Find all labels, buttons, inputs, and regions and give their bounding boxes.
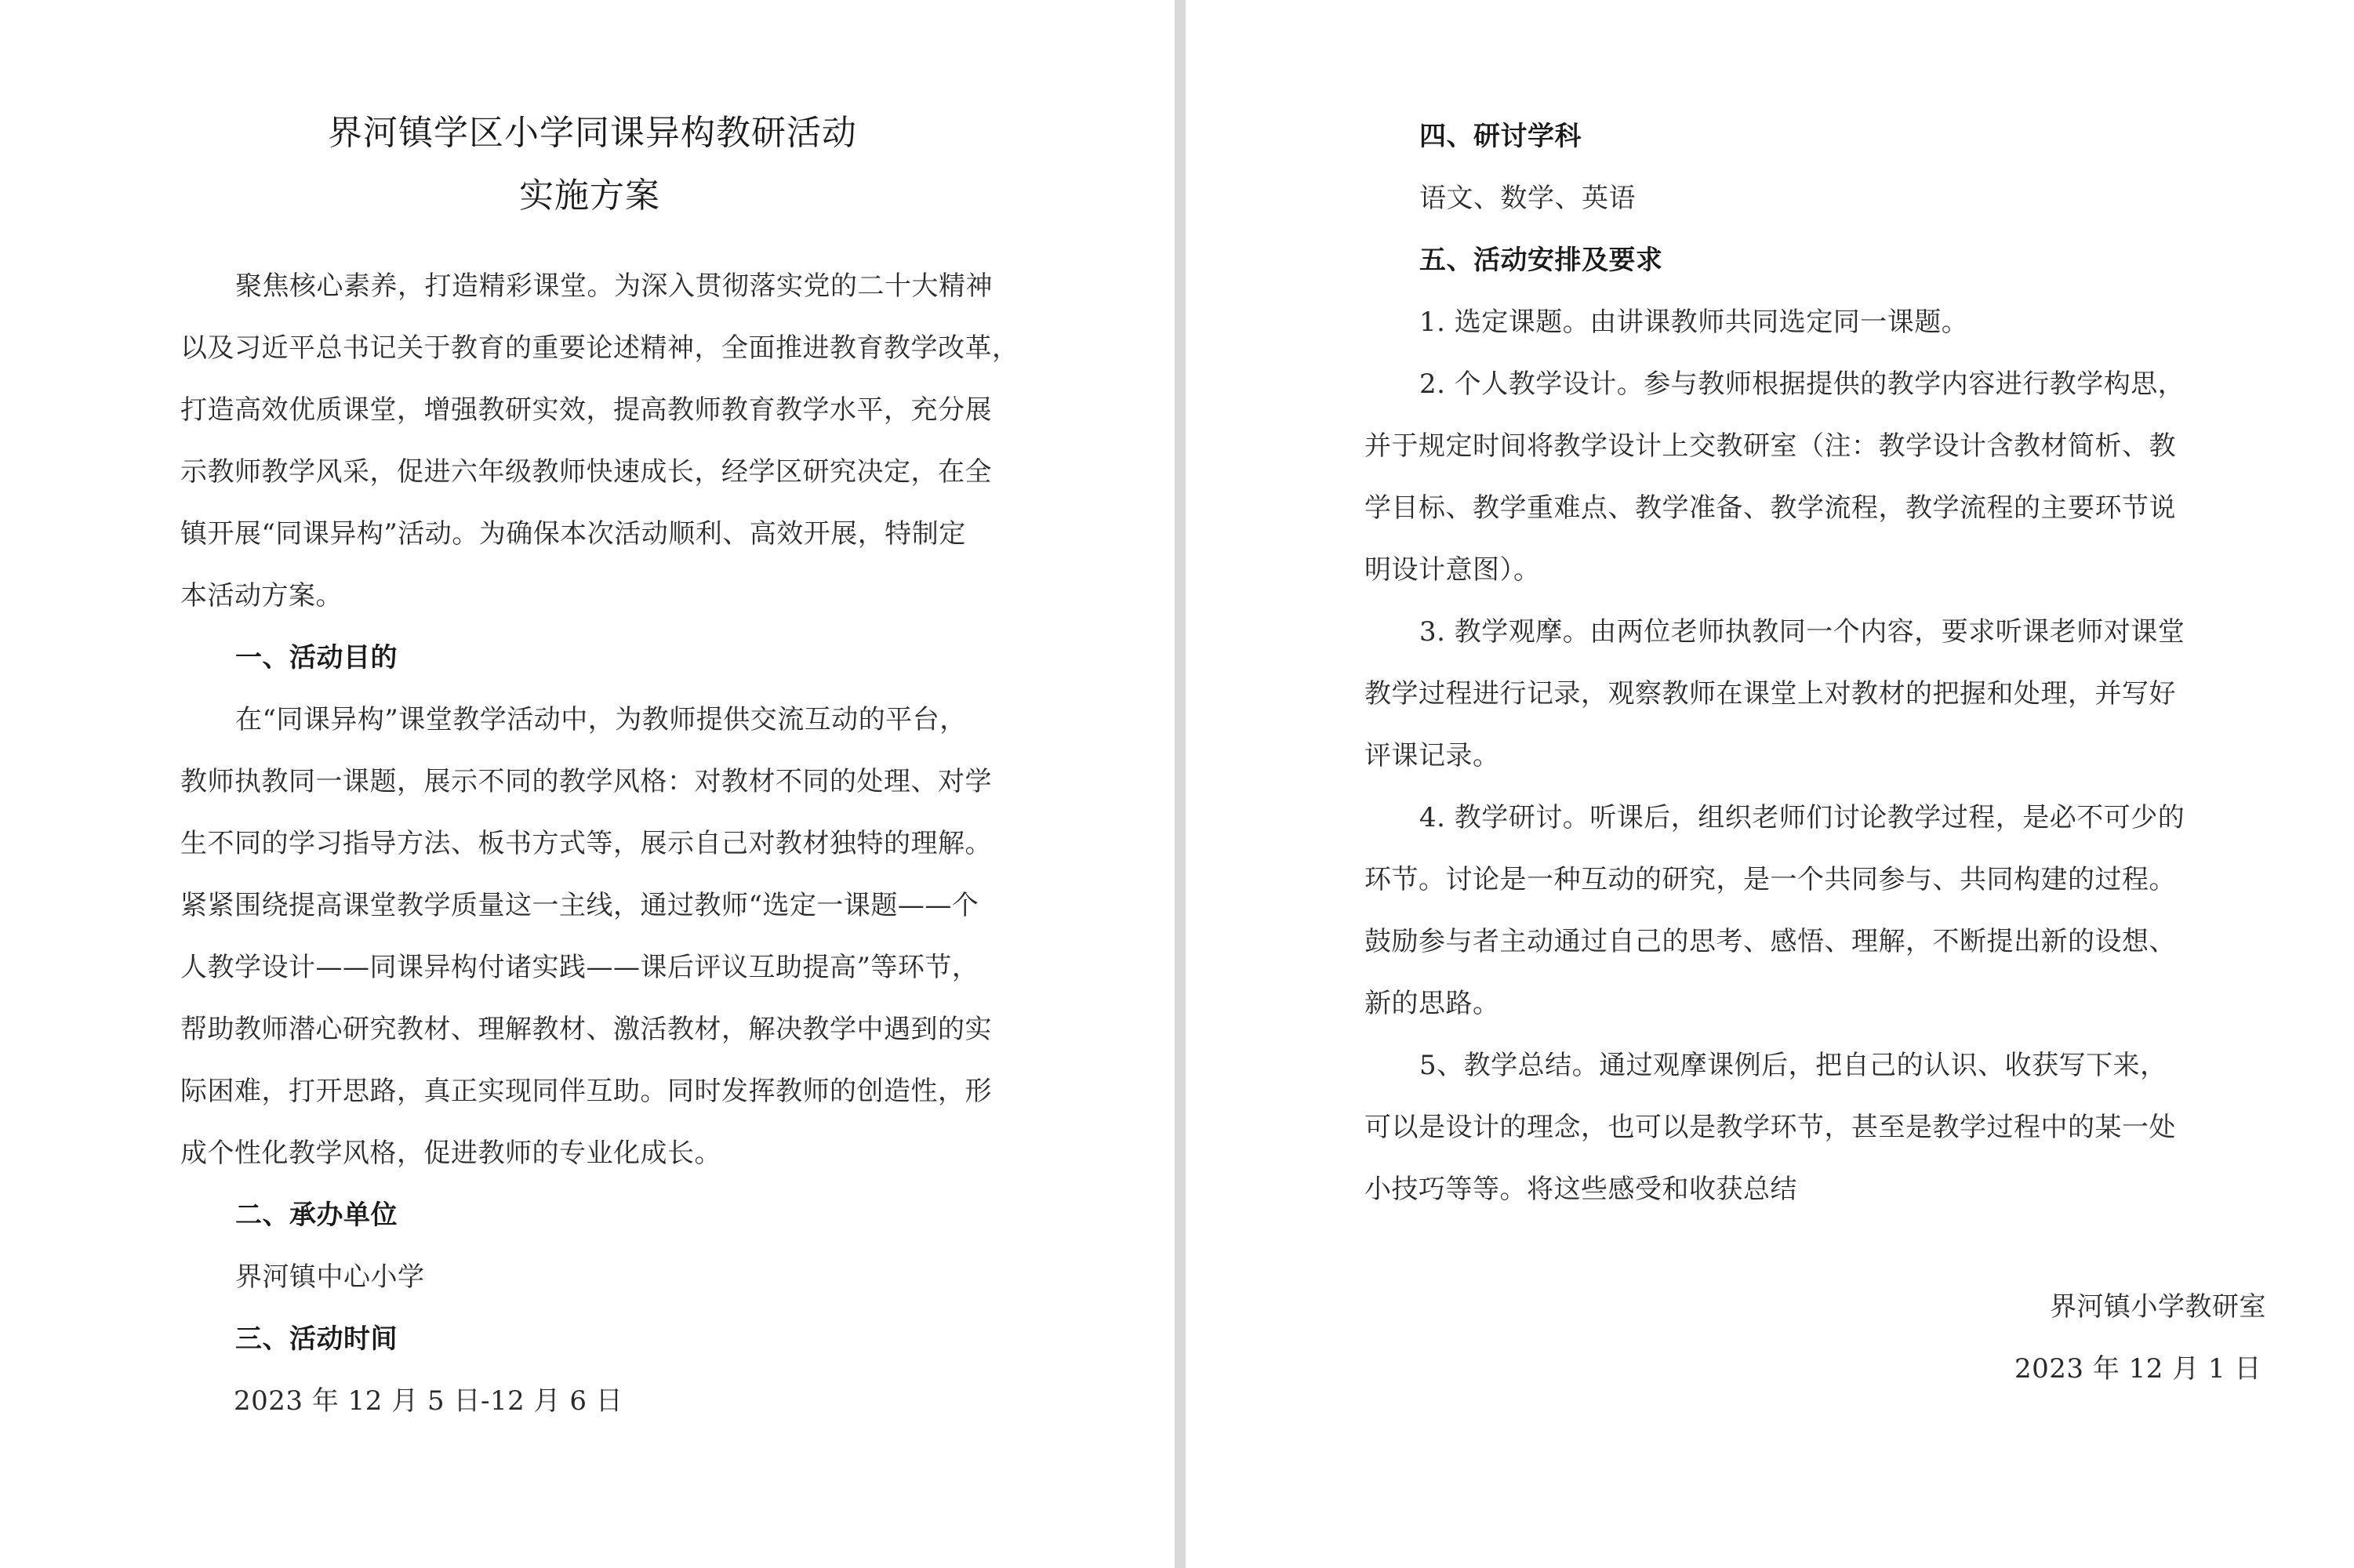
section-heading-time: 三、活动时间 (235, 1323, 398, 1355)
arrangement-line: 4. 教学研讨。听课后，组织老师们讨论教学过程，是必不可少的 (1419, 802, 2185, 833)
arrangement-line: 1. 选定课题。由讲课教师共同选定同一课题。 (1419, 307, 1969, 338)
activity-date: 2023 年 12 月 5 日-12 月 6 日 (234, 1385, 623, 1417)
intro-line: 聚焦核心素养，打造精彩课堂。为深入贯彻落实党的二十大精神 (235, 270, 993, 302)
purpose-line: 紧紧围绕提高课堂教学质量这一主线，通过教师“选定一课题——个 (180, 890, 979, 921)
purpose-line: 生不同的学习指导方法、板书方式等，展示自己对教材独特的理解。 (180, 828, 992, 859)
section-heading-subjects: 四、研讨学科 (1419, 121, 1582, 152)
purpose-line: 教师执教同一课题，展示不同的教学风格：对教材不同的处理、对学 (180, 766, 992, 797)
signature-date: 2023 年 12 月 1 日 (2014, 1353, 2261, 1385)
right-page (1186, 0, 2354, 1568)
intro-line: 本活动方案。 (180, 580, 343, 612)
document-title-line-2: 实施方案 (519, 176, 660, 216)
section-heading-arrangement: 五、活动安排及要求 (1419, 245, 1663, 276)
left-page (0, 0, 1175, 1568)
section-heading-purpose: 一、活动目的 (235, 642, 398, 673)
arrangement-line: 环节。讨论是一种互动的研究，是一个共同参与、共同构建的过程。 (1364, 864, 2176, 895)
arrangement-line: 明设计意图）。 (1364, 554, 1541, 586)
intro-line: 打造高效优质课堂，增强教研实效，提高教师教育教学水平，充分展 (180, 394, 992, 426)
purpose-line: 帮助教师潜心研究教材、理解教材、激活教材，解决教学中遇到的实 (180, 1014, 992, 1045)
arrangement-line: 小技巧等等。将这些感受和收获总结 (1364, 1174, 1797, 1205)
purpose-line: 际困难，打开思路，真正实现同伴互助。同时发挥教师的创造性，形 (180, 1076, 992, 1107)
intro-line: 示教师教学风采，促进六年级教师快速成长，经学区研究决定，在全 (180, 456, 992, 488)
section-heading-organizer: 二、承办单位 (235, 1200, 398, 1231)
organizer-text: 界河镇中心小学 (235, 1261, 425, 1293)
subjects-text: 语文、数学、英语 (1419, 183, 1636, 214)
arrangement-line: 新的思路。 (1364, 988, 1500, 1019)
arrangement-line: 并于规定时间将教学设计上交教研室（注：教学设计含教材简析、教 (1364, 430, 2176, 462)
intro-line: 镇开展“同课异构”活动。为确保本次活动顺利、高效开展，特制定 (180, 518, 966, 550)
intro-line: 以及习近平总书记关于教育的重要论述精神，全面推进教育教学改革， (180, 332, 1019, 364)
arrangement-line: 5、教学总结。通过观摩课例后，把自己的认识、收获写下来， (1419, 1050, 2167, 1081)
arrangement-line: 3. 教学观摩。由两位老师执教同一个内容，要求听课老师对课堂 (1419, 616, 2185, 648)
document-title-line-1: 界河镇学区小学同课异构教研活动 (328, 113, 857, 153)
arrangement-line: 鼓励参与者主动通过自己的思考、感悟、理解，不断提出新的设想、 (1364, 926, 2176, 957)
purpose-line: 成个性化教学风格，促进教师的专业化成长。 (180, 1138, 721, 1169)
signature-organization: 界河镇小学教研室 (2050, 1291, 2266, 1323)
arrangement-line: 学目标、教学重难点、教学准备、教学流程，教学流程的主要环节说 (1364, 492, 2176, 524)
page-divider (1175, 0, 1186, 1568)
arrangement-line: 可以是设计的理念，也可以是教学环节，甚至是教学过程中的某一处 (1364, 1112, 2176, 1143)
arrangement-line: 评课记录。 (1364, 740, 1500, 771)
purpose-line: 在“同课异构”课堂教学活动中，为教师提供交流互动的平台， (235, 704, 967, 735)
arrangement-line: 教学过程进行记录，观察教师在课堂上对教材的把握和处理，并写好 (1364, 678, 2176, 710)
arrangement-line: 2. 个人教学设计。参与教师根据提供的教学内容进行教学构思， (1419, 368, 2185, 400)
purpose-line: 人教学设计——同课异构付诸实践——课后评议互助提高”等环节， (180, 952, 979, 983)
